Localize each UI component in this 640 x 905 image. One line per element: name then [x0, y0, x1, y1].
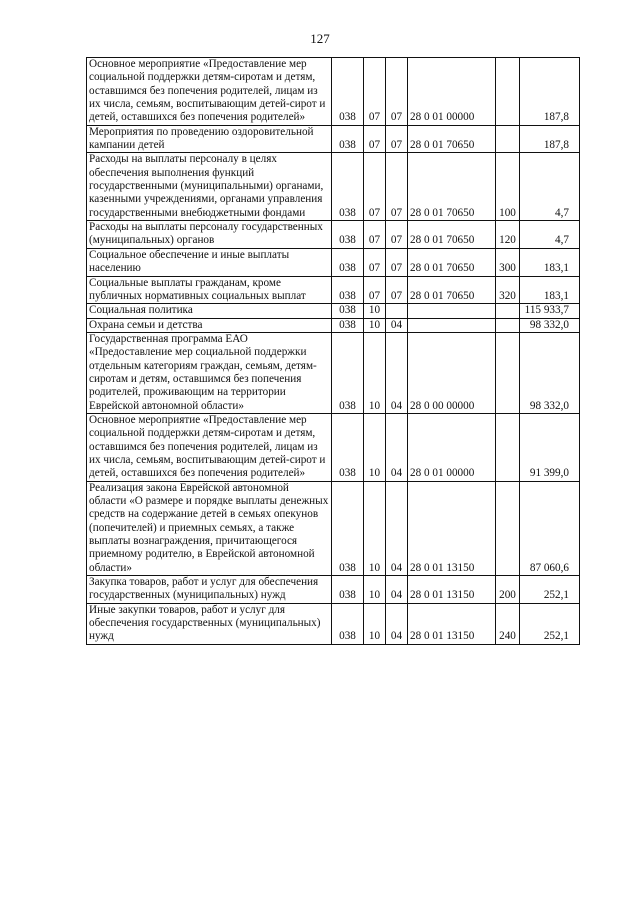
department-code: 038 [332, 576, 364, 604]
target-article: 28 0 01 00000 [408, 413, 496, 481]
expense-type: 300 [496, 248, 520, 276]
subsection-code: 04 [386, 318, 408, 332]
department-code: 038 [332, 304, 364, 318]
department-code: 038 [332, 276, 364, 304]
amount: 252,1 [520, 603, 580, 644]
section-code: 07 [364, 221, 386, 249]
section-code: 10 [364, 576, 386, 604]
department-code: 038 [332, 481, 364, 575]
target-article [408, 304, 496, 318]
section-code: 07 [364, 58, 386, 126]
target-article: 28 0 00 00000 [408, 332, 496, 413]
subsection-code: 07 [386, 153, 408, 221]
target-article: 28 0 01 13150 [408, 603, 496, 644]
row-name: Реализация закона Еврейской автономной области «О размере и порядке выплаты денежных средств на содержание детей в семьях опекунов (попечителей) и приемных семьях, а также выплаты вознаграждения, причитающегося приемному родителю, в Еврейской автономной области» [87, 481, 332, 575]
department-code: 038 [332, 58, 364, 126]
section-code: 10 [364, 318, 386, 332]
department-code: 038 [332, 318, 364, 332]
row-name: Мероприятия по проведению оздоровительной кампании детей [87, 125, 332, 153]
row-name: Расходы на выплаты персоналу в целях обеспечения выполнения функций государственными (муниципальными) органами, казенными учреждениями, органами управления государственными внебюджетными фондами [87, 153, 332, 221]
row-name: Основное мероприятие «Предоставление мер социальной поддержки детям-сиротам и детям, оставшимся без попечения родителей, лицам из их числа, семьям, воспитывающим детей-сирот и детей, оставшихся без попечения родителей» [87, 58, 332, 126]
target-article: 28 0 01 70650 [408, 221, 496, 249]
page-number: 127 [310, 31, 330, 46]
target-article: 28 0 01 70650 [408, 125, 496, 153]
table-row [87, 603, 580, 644]
section-code: 07 [364, 276, 386, 304]
amount: 115 933,7 [520, 304, 580, 318]
row-name: Государственная программа ЕАО «Предоставление мер социальной поддержки отдельным категориям граждан, семьям, детям-сиротам и детям, оставшимся без попечения родителей, проживающим на территории Еврейской автономной области» [87, 332, 332, 413]
amount: 252,1 [520, 576, 580, 604]
row-name: Охрана семьи и детства [87, 318, 332, 332]
row-name: Иные закупки товаров, работ и услуг для обеспечения государственных (муниципальных) нужд [87, 603, 332, 644]
table-row [87, 318, 580, 332]
expense-type [496, 58, 520, 126]
section-code: 10 [364, 304, 386, 318]
table-row [87, 413, 580, 481]
section-code: 07 [364, 153, 386, 221]
section-code: 10 [364, 413, 386, 481]
expense-type [496, 413, 520, 481]
table-row [87, 153, 580, 221]
subsection-code: 04 [386, 603, 408, 644]
target-article: 28 0 01 13150 [408, 576, 496, 604]
row-name: Социальная политика [87, 304, 332, 318]
subsection-code: 07 [386, 221, 408, 249]
expense-type: 240 [496, 603, 520, 644]
subsection-code: 07 [386, 58, 408, 126]
department-code: 038 [332, 248, 364, 276]
subsection-code: 07 [386, 248, 408, 276]
table-row [87, 248, 580, 276]
row-name: Основное мероприятие «Предоставление мер социальной поддержки детям-сиротам и детям, оставшимся без попечения родителей, лицам из их числа, семьям, воспитывающим детей-сирот и детей, оставшихся без попечения родителей» [87, 413, 332, 481]
row-name: Закупка товаров, работ и услуг для обеспечения государственных (муниципальных) нужд [87, 576, 332, 604]
table-row [87, 576, 580, 604]
amount: 98 332,0 [520, 318, 580, 332]
section-code: 07 [364, 248, 386, 276]
expense-type [496, 318, 520, 332]
table-row [87, 481, 580, 575]
expense-type [496, 304, 520, 318]
subsection-code: 04 [386, 413, 408, 481]
amount: 183,1 [520, 276, 580, 304]
target-article: 28 0 01 70650 [408, 153, 496, 221]
subsection-code [386, 304, 408, 318]
table-row [87, 125, 580, 153]
expense-type: 100 [496, 153, 520, 221]
department-code: 038 [332, 153, 364, 221]
subsection-code: 07 [386, 276, 408, 304]
row-name: Социальное обеспечение и иные выплаты населению [87, 248, 332, 276]
department-code: 038 [332, 413, 364, 481]
row-name: Расходы на выплаты персоналу государственных (муниципальных) органов [87, 221, 332, 249]
expense-type: 200 [496, 576, 520, 604]
target-article: 28 0 01 70650 [408, 276, 496, 304]
amount: 187,8 [520, 125, 580, 153]
section-code: 10 [364, 603, 386, 644]
subsection-code: 07 [386, 125, 408, 153]
subsection-code: 04 [386, 481, 408, 575]
expense-type: 320 [496, 276, 520, 304]
expense-type [496, 332, 520, 413]
department-code: 038 [332, 221, 364, 249]
amount: 91 399,0 [520, 413, 580, 481]
department-code: 038 [332, 332, 364, 413]
table-row [87, 58, 580, 126]
target-article: 28 0 01 13150 [408, 481, 496, 575]
amount: 4,7 [520, 221, 580, 249]
subsection-code: 04 [386, 576, 408, 604]
table-row [87, 221, 580, 249]
amount: 187,8 [520, 58, 580, 126]
table-body [87, 58, 580, 645]
department-code: 038 [332, 603, 364, 644]
target-article [408, 318, 496, 332]
amount: 183,1 [520, 248, 580, 276]
section-code: 10 [364, 332, 386, 413]
expense-type [496, 125, 520, 153]
expense-type: 120 [496, 221, 520, 249]
section-code: 10 [364, 481, 386, 575]
amount: 4,7 [520, 153, 580, 221]
expense-type [496, 481, 520, 575]
section-code: 07 [364, 125, 386, 153]
amount: 98 332,0 [520, 332, 580, 413]
row-name: Социальные выплаты гражданам, кроме публичных нормативных социальных выплат [87, 276, 332, 304]
table-row [87, 304, 580, 318]
target-article: 28 0 01 70650 [408, 248, 496, 276]
table-row [87, 276, 580, 304]
target-article: 28 0 01 00000 [408, 58, 496, 126]
department-code: 038 [332, 125, 364, 153]
subsection-code: 04 [386, 332, 408, 413]
table-row [87, 332, 580, 413]
amount: 87 060,6 [520, 481, 580, 575]
budget-table [86, 57, 580, 645]
